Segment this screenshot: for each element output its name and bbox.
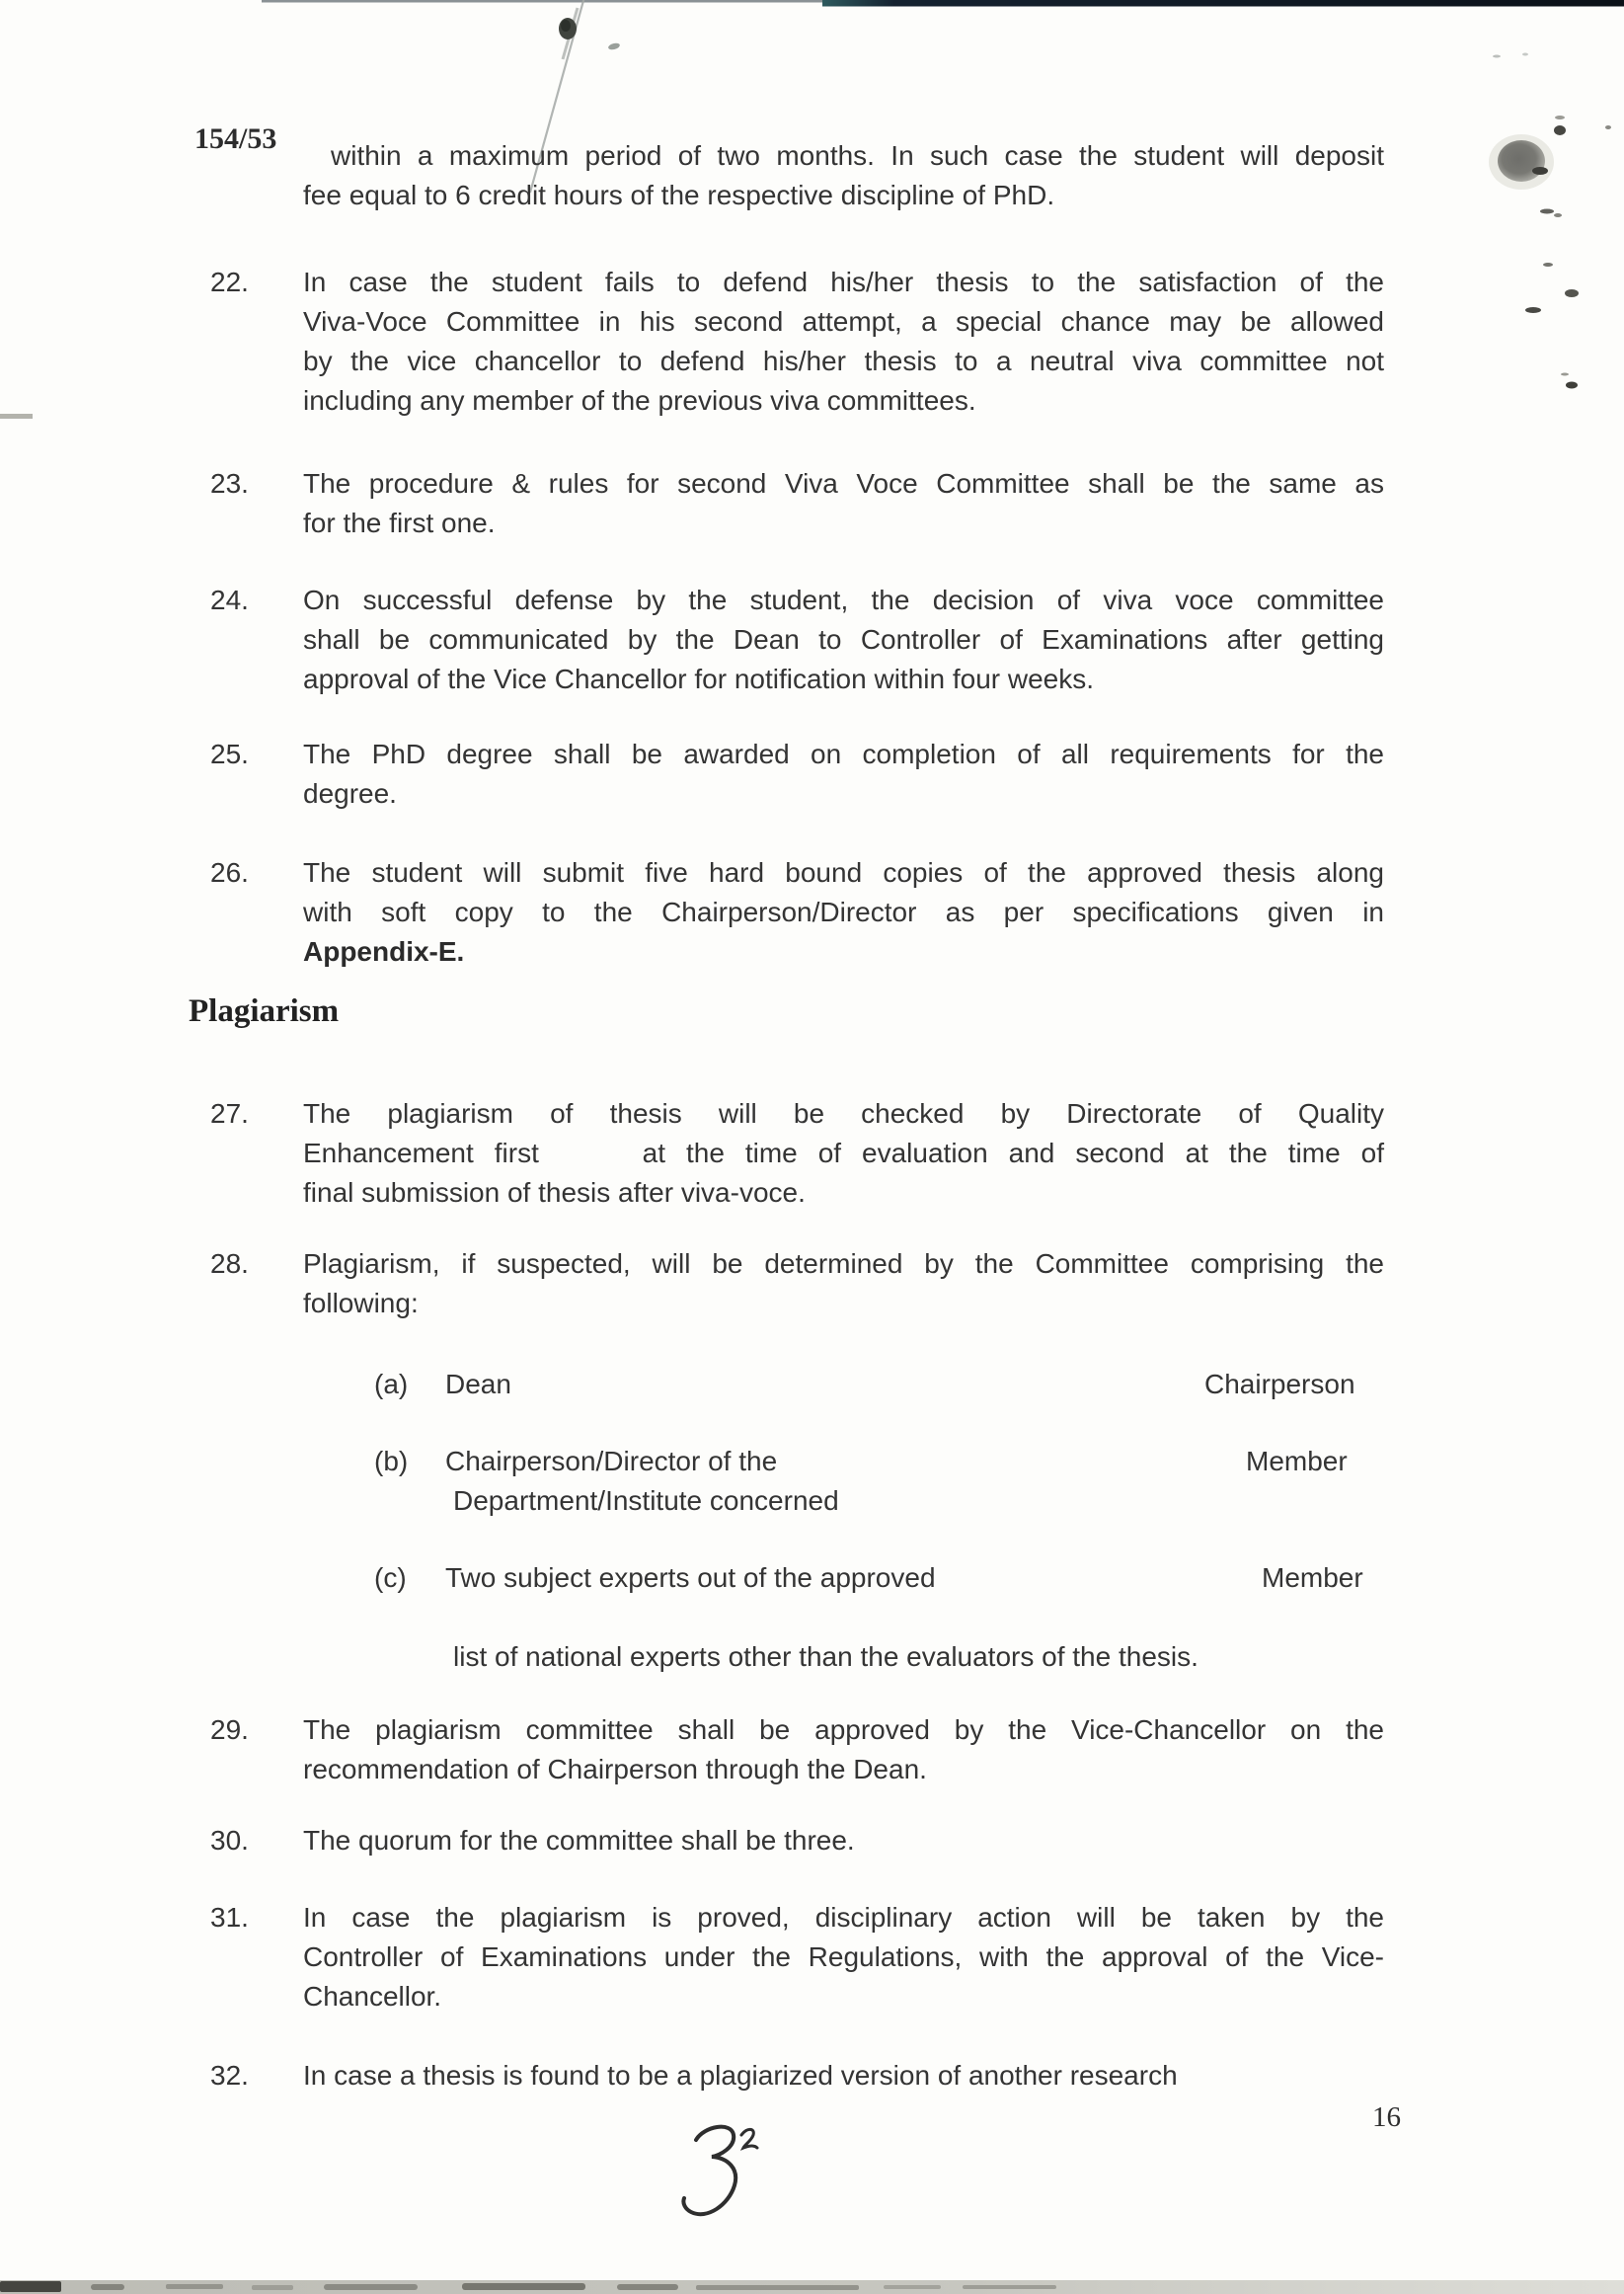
item-text-line: shall be communicated by the Dean to Controller of Examinations after getting xyxy=(303,624,1384,655)
intro-paragraph xyxy=(303,136,1384,215)
committee-continuation: list of national experts other than the evaluators of the thesis. xyxy=(453,1641,1199,1672)
committee-label-a: (a) xyxy=(374,1369,409,1399)
committee-member-a: Dean xyxy=(445,1369,511,1399)
committee-role-b: Member xyxy=(1246,1446,1348,1476)
committee-role-a: Chairperson xyxy=(1204,1369,1355,1399)
item-text-line: In case the student fails to defend his/her thesis to the satisfaction of the xyxy=(303,267,1384,297)
item-number-32: 32. xyxy=(210,2060,249,2091)
committee-label-b: (b) xyxy=(374,1446,409,1476)
item-text-line: The PhD degree shall be awarded on completion of all requirements for the xyxy=(303,739,1384,769)
item-number-27: 27. xyxy=(210,1098,249,1129)
bottom-edge-band xyxy=(0,2280,1624,2294)
item-text-line: The plagiarism of thesis will be checked by Directorate of Quality xyxy=(303,1098,1384,1129)
left-edge-mark xyxy=(0,414,33,419)
list-item-27 xyxy=(303,1094,1384,1213)
top-edge-dark-line xyxy=(822,0,1624,7)
item-text-line: degree. xyxy=(303,778,397,809)
item-number-23: 23. xyxy=(210,468,249,499)
item-text-line: approval of the Vice Chancellor for notification within four weeks. xyxy=(303,664,1095,694)
item-number-24: 24. xyxy=(210,585,249,615)
item-number-22: 22. xyxy=(210,267,249,297)
item-number-31: 31. xyxy=(210,1902,249,1933)
list-item-25 xyxy=(303,735,1384,814)
committee-member-c: Two subject experts out of the approved xyxy=(445,1562,936,1593)
item-text-line: In case a thesis is found to be a plagiarized version of another research xyxy=(303,2060,1178,2091)
item-number-28: 28. xyxy=(210,1248,249,1279)
committee-label-c: (c) xyxy=(374,1562,407,1593)
item-text-line: In case the plagiarism is proved, disciplinary action will be taken by the xyxy=(303,1902,1384,1933)
item-number-29: 29. xyxy=(210,1714,249,1745)
item-text-line: with soft copy to the Chairperson/Director as per specifications given in xyxy=(303,897,1384,927)
item-text-line: including any member of the previous viva committees. xyxy=(303,385,976,416)
item-text-line: for the first one. xyxy=(303,508,496,538)
page-number: 16 xyxy=(1372,2101,1401,2133)
list-item-24 xyxy=(303,581,1384,699)
handwritten-note-area xyxy=(681,2123,760,2217)
item-text-line: final submission of thesis after viva-voce. xyxy=(303,1177,806,1208)
item-number-25: 25. xyxy=(210,739,249,769)
right-margin-smudge xyxy=(1498,140,1545,182)
item-text-line: recommendation of Chairperson through the Dean. xyxy=(303,1754,927,1784)
list-item-30 xyxy=(303,1821,1384,1860)
committee-member-b-line2: Department/Institute concerned xyxy=(453,1485,839,1516)
list-item-31 xyxy=(303,1898,1384,2017)
ink-blot xyxy=(559,18,577,40)
item-text-line: The student will submit five hard bound copies of the approved thesis along xyxy=(303,857,1384,888)
item-text-line: Viva-Voce Committee in his second attempt, a special chance may be allowed xyxy=(303,306,1384,337)
list-item-28 xyxy=(303,1244,1384,1323)
item-text-line: The plagiarism committee shall be approved by the Vice-Chancellor on the xyxy=(303,1714,1384,1745)
item-text-line: The procedure & rules for second Viva Voce Committee shall be the same as xyxy=(303,468,1384,499)
list-item-23 xyxy=(303,464,1384,543)
item-text-line-bold: Appendix-E. xyxy=(303,936,465,967)
item-text-line: Chancellor. xyxy=(303,1981,442,2012)
section-heading-plagiarism: Plagiarism xyxy=(189,993,340,1029)
item-number-30: 30. xyxy=(210,1825,249,1856)
paragraph-line: within a maximum period of two months. In such case the student will deposit xyxy=(331,140,1384,171)
list-item-26 xyxy=(303,853,1384,972)
item-text-line: Plagiarism, if suspected, will be determined by the Committee comprising the xyxy=(303,1248,1384,1279)
list-item-29 xyxy=(303,1710,1384,1789)
item-text-line: Controller of Examinations under the Regulations, with the approval of the Vice- xyxy=(303,1941,1384,1972)
item-text-line: The quorum for the committee shall be three. xyxy=(303,1825,855,1856)
list-item-22 xyxy=(303,263,1384,421)
ref-number: 154/53 xyxy=(194,122,277,155)
item-text-line: by the vice chancellor to defend his/her thesis to a neutral viva committee not xyxy=(303,346,1384,376)
committee-role-c: Member xyxy=(1262,1562,1363,1593)
item-number-26: 26. xyxy=(210,857,249,888)
paragraph-line: fee equal to 6 credit hours of the respective discipline of PhD. xyxy=(303,180,1055,210)
list-item-32 xyxy=(303,2056,1384,2096)
item-text-line: following: xyxy=(303,1288,419,1318)
top-edge-thin-line xyxy=(262,0,824,3)
item-text-line: Enhancement first at the time of evaluation and second at the time of xyxy=(303,1138,1384,1168)
committee-member-b: Chairperson/Director of the xyxy=(445,1446,778,1476)
item-text-line: On successful defense by the student, the decision of viva voce committee xyxy=(303,585,1384,615)
